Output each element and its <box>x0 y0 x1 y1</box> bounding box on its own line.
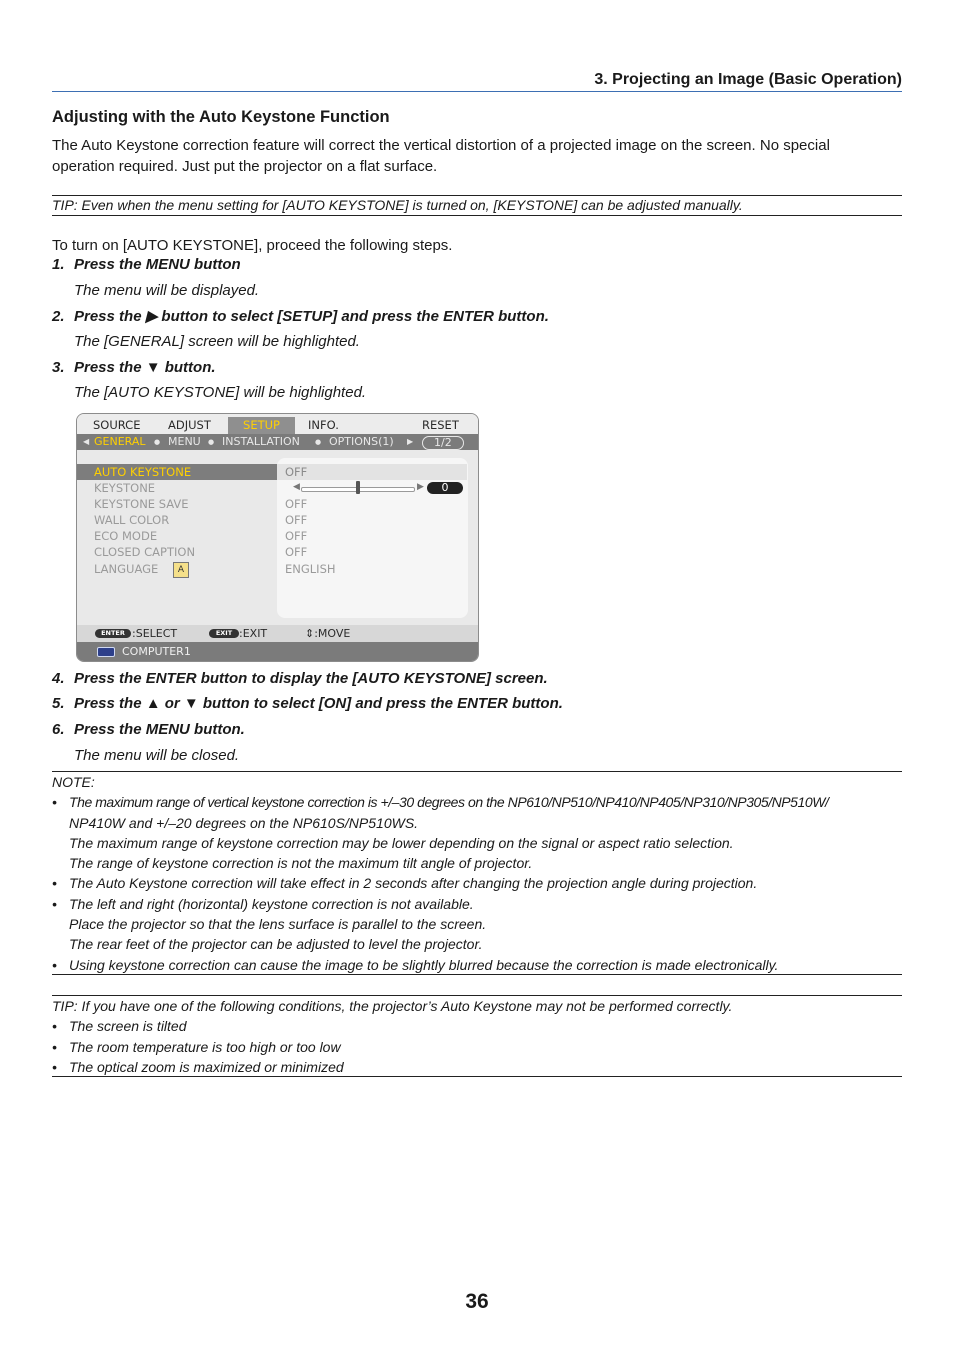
tip-conditions <box>52 996 902 1077</box>
tab-info[interactable]: INFO. <box>308 418 339 432</box>
step-number: 1. <box>52 256 65 273</box>
separator-dot-icon: ● <box>315 438 322 446</box>
divider <box>52 195 902 196</box>
slider-left-arrow-icon[interactable]: ◀ <box>293 482 300 492</box>
menu-item-label: KEYSTONE <box>94 481 156 495</box>
step-2-result: The [GENERAL] screen will be highlighted. <box>74 333 360 350</box>
tip-item: • The room temperature is too high or too low <box>52 1038 341 1055</box>
slider-right-arrow-icon[interactable]: ▶ <box>417 482 424 492</box>
chapter-heading: 3. Projecting an Image (Basic Operation) <box>52 71 902 92</box>
step-number: 4. <box>52 670 65 687</box>
note-title: NOTE: <box>52 774 95 790</box>
step-text: Press the MENU button. <box>74 721 245 738</box>
step-5 <box>52 695 563 712</box>
step-number: 5. <box>52 695 65 712</box>
note-line: The range of keystone correction is not the maximum tilt angle of projector. <box>69 855 533 872</box>
note-line: Place the projector so that the lens surface is parallel to the screen. <box>69 916 487 933</box>
page-indicator: 1/2 <box>422 436 464 450</box>
menu-item-closed-caption[interactable] <box>77 544 277 560</box>
keystone-value: 0 <box>427 482 463 494</box>
auto-keystone-value: OFF <box>277 464 467 480</box>
menu-item-label: CLOSED CAPTION <box>94 545 196 559</box>
step-3-result: The [AUTO KEYSTONE] will be highlighted. <box>74 384 367 401</box>
menu-item-wall-color[interactable] <box>77 512 277 528</box>
step-1 <box>52 256 241 273</box>
menu-item-label: WALL COLOR <box>94 513 170 527</box>
tab-adjust[interactable]: ADJUST <box>168 418 211 432</box>
tab-reset[interactable]: RESET <box>422 418 459 432</box>
tip-item: • The screen is tilted <box>52 1018 187 1035</box>
footer-move-text: ⇕:MOVE <box>305 627 351 640</box>
menu-item-label: ECO MODE <box>94 529 158 543</box>
step-2 <box>52 307 549 325</box>
step-text: Press the MENU button <box>74 256 241 273</box>
subtab-left-arrow-icon[interactable]: ◀ <box>83 437 90 446</box>
subtab-options-1[interactable]: OPTIONS(1) <box>329 435 394 448</box>
step-4 <box>52 670 548 687</box>
source-status-bar <box>77 642 478 661</box>
note-line: The maximum range of keystone correction may be lower depending on the signal or aspect ratio selection. <box>69 834 734 851</box>
step-text: Press the ENTER button to display the [AUTO KEYSTONE] screen. <box>74 670 548 687</box>
menu-item-label: LANGUAGE <box>94 562 159 576</box>
menu-item-label: KEYSTONE SAVE <box>94 497 189 511</box>
tip-item: • The optical zoom is maximized or minimized <box>52 1058 344 1075</box>
step-1-result: The menu will be displayed. <box>74 282 260 299</box>
step-text: Press the ▲ or ▼ button to select [ON] and press the ENTER button. <box>74 695 563 712</box>
separator-dot-icon: ● <box>208 438 215 446</box>
menu-item-eco-mode[interactable] <box>77 528 277 544</box>
language-value: ENGLISH <box>285 562 336 576</box>
menu-item-keystone[interactable] <box>77 480 277 496</box>
step-number: 3. <box>52 359 65 376</box>
subtab-installation[interactable]: INSTALLATION <box>222 435 300 448</box>
note-line: NP410W and +/–20 degrees on the NP610S/NP510WS. <box>69 814 419 831</box>
step-number: 2. <box>52 308 65 325</box>
menu-item-auto-keystone[interactable] <box>77 464 277 480</box>
step-number: 6. <box>52 721 65 738</box>
menu-item-keystone-save[interactable] <box>77 496 277 512</box>
note-line: • The maximum range of vertical keystone correction is +/–30 degrees on the NP610/NP510/NP410/NP405/NP310/NP305/NP510W/ <box>52 794 829 811</box>
note-line: The rear feet of the projector can be adjusted to level the projector. <box>69 936 483 953</box>
closed-caption-value: OFF <box>285 545 308 559</box>
osd-menu-screenshot <box>76 413 479 662</box>
wall-color-value: OFF <box>285 513 308 527</box>
step-text: Press the ▼ button. <box>74 359 216 376</box>
menu-footer <box>77 625 478 642</box>
tip-auto-keystone: TIP: Even when the menu setting for [AUTO KEYSTONE] is turned on, [KEYSTONE] can be adjusted manually. <box>52 197 743 213</box>
separator-dot-icon: ● <box>154 438 161 446</box>
divider <box>52 974 902 975</box>
step-6 <box>52 721 245 738</box>
source-name: COMPUTER1 <box>122 645 191 658</box>
menu-item-label: AUTO KEYSTONE <box>94 465 192 479</box>
tip-title: TIP: If you have one of the following conditions, the projector’s Auto Keystone may not be performed correctly. <box>52 998 733 1014</box>
step-6-result: The menu will be closed. <box>74 747 240 764</box>
subtab-general[interactable]: GENERAL <box>94 435 146 448</box>
step-text: Press the ▶ button to select [SETUP] and press the ENTER button. <box>74 308 549 325</box>
language-icon: A <box>173 562 189 578</box>
menu-tab-bar <box>77 414 478 434</box>
footer-select-text: :SELECT <box>132 627 178 640</box>
exit-key-icon: EXIT <box>209 629 239 638</box>
tab-source[interactable]: SOURCE <box>93 418 141 432</box>
footer-exit-text: :EXIT <box>239 627 268 640</box>
computer-input-icon <box>97 647 115 657</box>
tab-setup[interactable]: SETUP <box>228 417 295 434</box>
menu-item-language[interactable] <box>77 561 277 577</box>
note-block <box>52 772 902 975</box>
divider <box>52 1076 902 1077</box>
subtab-bar <box>77 434 478 450</box>
note-line: • The left and right (horizontal) keystone correction is not available. <box>52 895 474 912</box>
eco-mode-value: OFF <box>285 529 308 543</box>
keystone-slider-thumb[interactable] <box>356 481 360 494</box>
intro-line-1: The Auto Keystone correction feature will correct the vertical distortion of a projected image on the screen. No special <box>52 137 830 154</box>
intro-paragraph <box>52 135 902 177</box>
note-line: • The Auto Keystone correction will take effect in 2 seconds after changing the projection angle during projection. <box>52 875 758 892</box>
subtab-right-arrow-icon[interactable]: ▶ <box>407 437 414 446</box>
keystone-save-value: OFF <box>285 497 308 511</box>
page-number: 36 <box>465 1290 489 1313</box>
step-3 <box>52 359 216 376</box>
steps-intro: To turn on [AUTO KEYSTONE], proceed the following steps. <box>52 237 453 254</box>
note-line: • Using keystone correction can cause the image to be slightly blurred because the correction is made electronically. <box>52 956 779 973</box>
subtab-menu[interactable]: MENU <box>168 435 201 448</box>
intro-line-2: operation required. Just put the projector on a flat surface. <box>52 158 438 175</box>
divider <box>52 215 902 216</box>
enter-key-icon: ENTER <box>95 629 131 638</box>
section-title: Adjusting with the Auto Keystone Function <box>52 108 390 126</box>
